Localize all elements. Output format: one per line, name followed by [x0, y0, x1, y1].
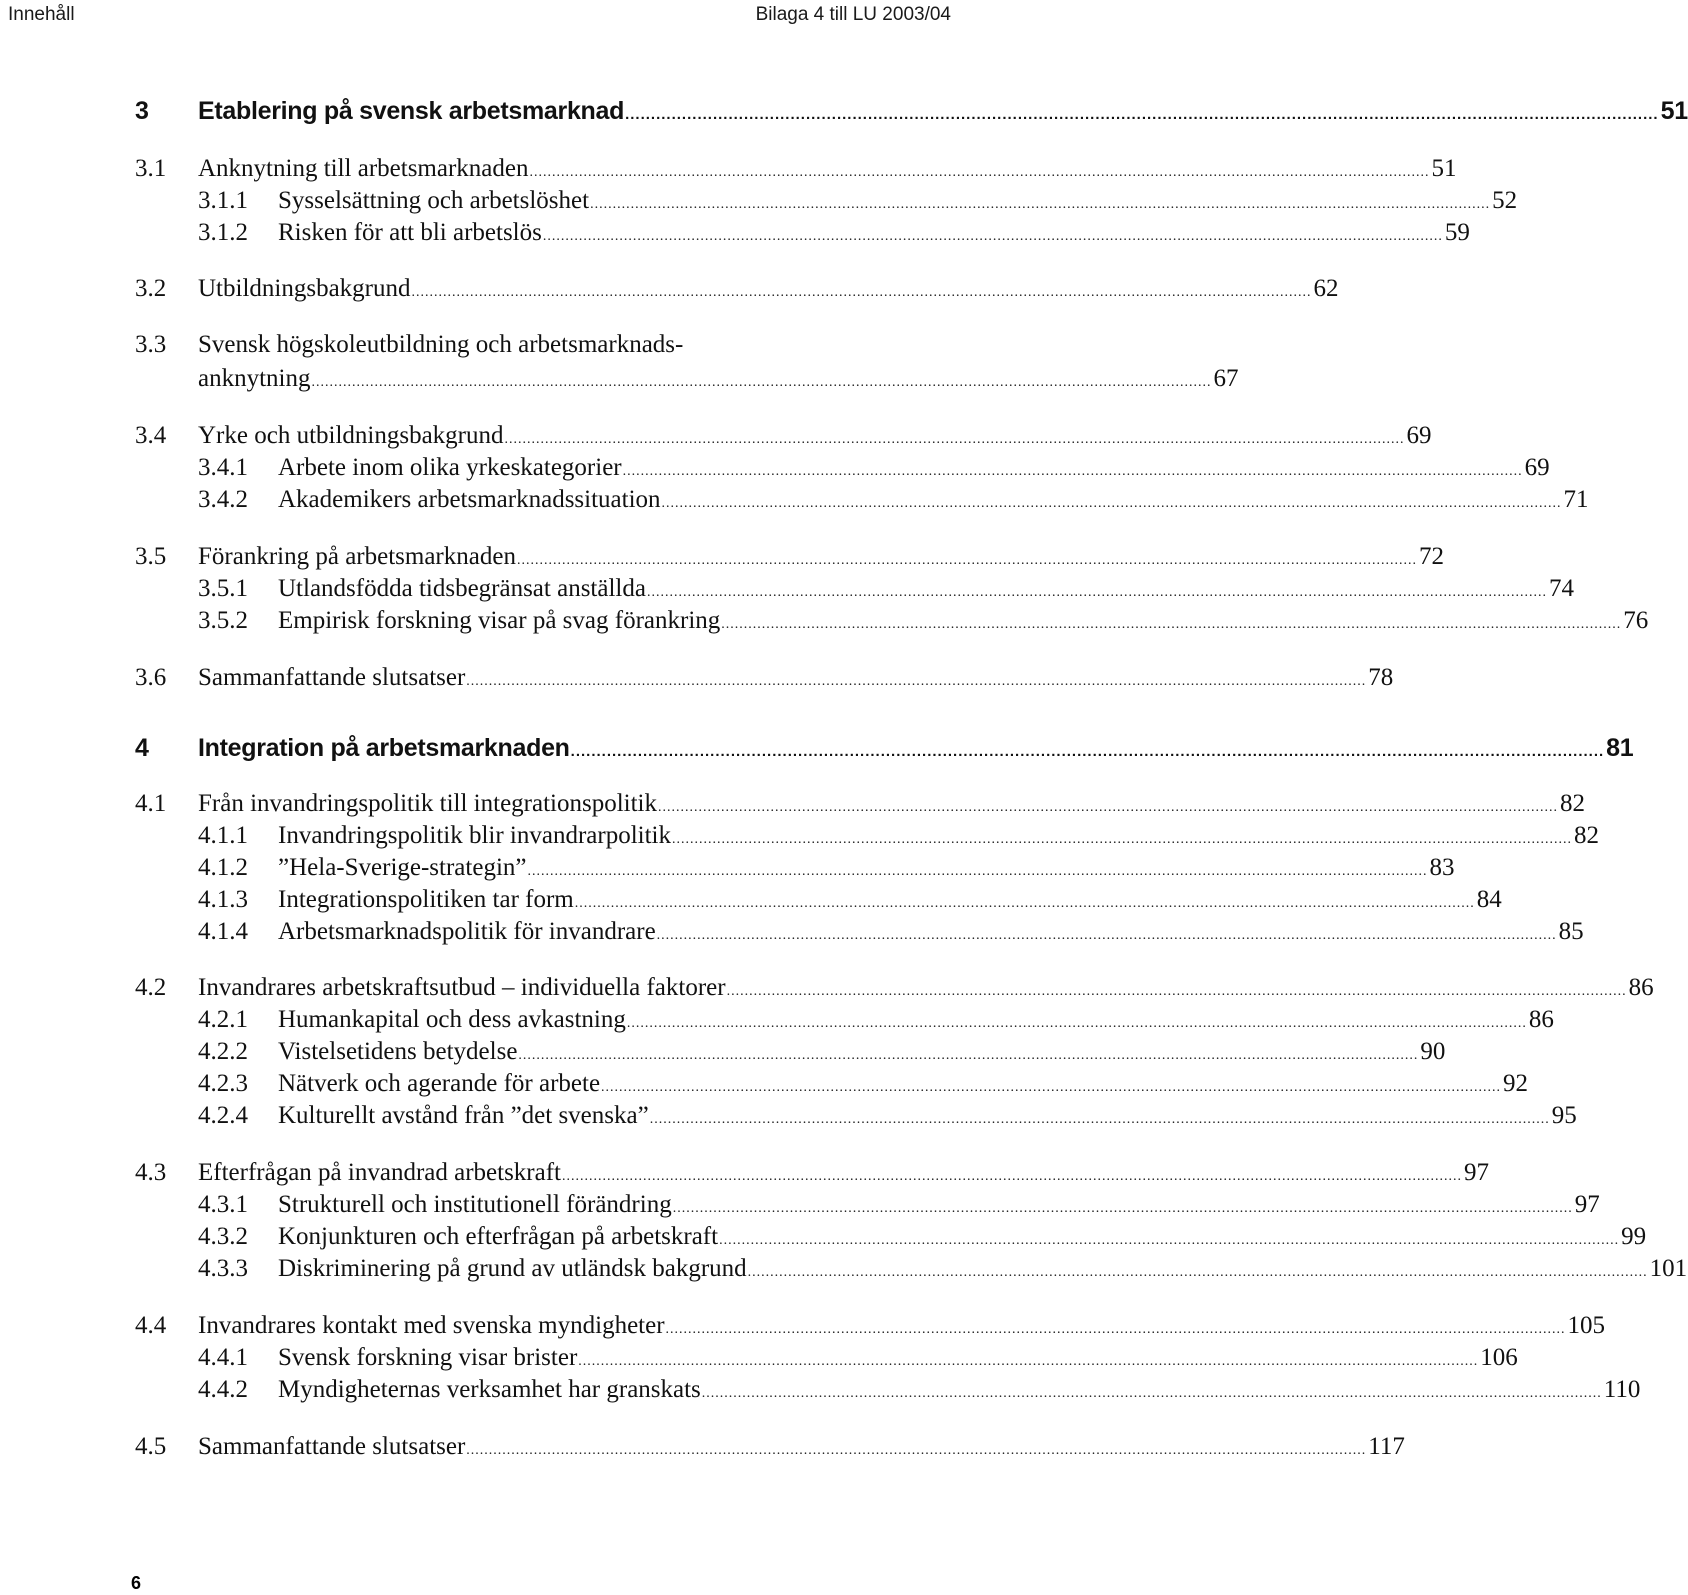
dot-leader	[466, 1443, 1366, 1459]
toc-page: 105	[1567, 1312, 1606, 1339]
dot-leader	[650, 1112, 1550, 1128]
toc-number: 4.1.4	[198, 918, 248, 945]
toc-section-3-2[interactable]	[135, 275, 1339, 307]
toc-page: 97	[1464, 1159, 1490, 1186]
toc-title: Empirisk forskning visar på svag förankring	[278, 607, 721, 634]
toc-page: 95	[1551, 1102, 1577, 1129]
toc-page: 72	[1418, 543, 1444, 570]
toc-title: Invandringspolitik blir invandrarpolitik	[278, 822, 671, 849]
toc-number: 3.1	[135, 155, 167, 182]
toc-section-4-2-1[interactable]	[135, 1006, 1554, 1038]
toc-title: Integrationspolitiken tar form	[278, 886, 574, 913]
dot-leader	[662, 496, 1562, 512]
toc-title: Anknytning till arbetsmarknaden	[198, 155, 529, 182]
toc-title: Sammanfattande slutsatser	[198, 664, 466, 691]
dot-leader	[719, 1233, 1619, 1249]
dot-leader	[517, 553, 1417, 569]
toc-page: 81	[1606, 734, 1634, 762]
toc-section-4-1-3[interactable]	[135, 886, 1502, 918]
toc-title: Utlandsfödda tidsbegränsat anställda	[278, 575, 646, 602]
toc-number: 4.1.3	[198, 886, 248, 913]
toc-section-3-5[interactable]	[135, 543, 1444, 575]
toc-page: 69	[1406, 422, 1432, 449]
dot-leader	[666, 1322, 1566, 1338]
toc-title: Kulturellt avstånd från ”det svenska”	[278, 1102, 649, 1129]
toc-section-4-1-2[interactable]	[135, 854, 1455, 886]
running-header-left: Innehåll	[8, 4, 75, 25]
toc-number: 3.1.2	[198, 219, 248, 246]
dot-leader	[673, 1201, 1573, 1217]
toc-page: 92	[1503, 1070, 1529, 1097]
dot-leader	[312, 375, 1212, 391]
toc-section-4-3[interactable]	[135, 1159, 1490, 1191]
dot-leader	[658, 800, 1558, 816]
toc-title: Svensk forskning visar brister	[278, 1344, 578, 1371]
toc-section-3-1[interactable]	[135, 155, 1457, 187]
toc-section-4-2-3[interactable]	[135, 1070, 1529, 1102]
toc-section-3-1-2[interactable]	[135, 219, 1470, 251]
dot-leader	[562, 1169, 1462, 1185]
toc-title: Invandrares kontakt med svenska myndigheter	[198, 1312, 665, 1339]
toc-number: 4.1.1	[198, 822, 248, 849]
toc-title: Förankring på arbetsmarknaden	[198, 543, 516, 570]
toc-title: Vistelsetidens betydelse	[278, 1038, 518, 1065]
toc-section-3-6[interactable]	[135, 664, 1394, 696]
toc-page: 110	[1603, 1376, 1641, 1403]
toc-number: 4.2.2	[198, 1038, 248, 1065]
toc-section-4-2-4[interactable]	[135, 1102, 1577, 1134]
dot-leader	[601, 1080, 1501, 1096]
toc-number: 3.3	[135, 331, 167, 358]
toc-number: 4.3.2	[198, 1223, 248, 1250]
toc-number: 3.5.2	[198, 607, 248, 634]
toc-page: 82	[1560, 790, 1585, 817]
toc-number: 4.2.1	[198, 1006, 248, 1033]
toc-title: Nätverk och agerande för arbete	[278, 1070, 601, 1097]
dot-leader	[672, 832, 1572, 848]
toc-number: 4.2.3	[198, 1070, 248, 1097]
toc-page: 101	[1649, 1255, 1688, 1282]
dot-leader	[721, 617, 1621, 633]
toc-number: 4.3.1	[198, 1191, 248, 1218]
toc-title: Risken för att bli arbetslös	[278, 219, 542, 246]
toc-page: 51	[1660, 97, 1688, 125]
dot-leader	[528, 864, 1428, 880]
toc-title: Etablering på svensk arbetsmarknad	[198, 97, 625, 125]
toc-section-3-4-1[interactable]	[135, 454, 1550, 486]
toc-section-4-3-1[interactable]	[135, 1191, 1600, 1223]
toc-chapter-3[interactable]	[135, 97, 1688, 129]
toc-title: Diskriminering på grund av utländsk bakgrund	[278, 1255, 747, 1282]
toc-number: 3.4.2	[198, 486, 248, 513]
toc-number: 3.4	[135, 422, 167, 449]
toc-page: 84	[1476, 886, 1502, 913]
toc-number: 4.2.4	[198, 1102, 248, 1129]
toc-page: 52	[1492, 187, 1518, 214]
toc-title: Invandrares arbetskraftsutbud – individuella faktorer	[198, 974, 726, 1001]
toc-title: Integration på arbetsmarknaden	[198, 734, 570, 762]
toc-page: 82	[1574, 822, 1599, 849]
toc-section-3-5-2[interactable]	[135, 607, 1649, 639]
toc-number: 3.2	[135, 275, 167, 302]
toc-title: Arbete inom olika yrkeskategorier	[278, 454, 622, 481]
dot-leader	[748, 1265, 1648, 1281]
toc-section-4-5[interactable]	[135, 1433, 1405, 1465]
toc-section-3-4-2[interactable]	[135, 486, 1589, 518]
toc-title: Utbildningsbakgrund	[198, 275, 411, 302]
toc-section-4-3-3[interactable]	[135, 1255, 1688, 1287]
toc-number: 4	[135, 734, 149, 762]
toc-section-4-1-1[interactable]	[135, 822, 1599, 854]
toc-title: Akademikers arbetsmarknadssituation	[278, 486, 661, 513]
toc-number: 4.3	[135, 1159, 167, 1186]
toc-page: 69	[1524, 454, 1550, 481]
toc-number: 3.4.1	[198, 454, 248, 481]
dot-leader	[571, 743, 1605, 760]
toc-page: 74	[1548, 575, 1574, 602]
toc-section-4-4[interactable]	[135, 1312, 1606, 1344]
toc-number: 4.4.2	[198, 1376, 248, 1403]
toc-number: 4.5	[135, 1433, 167, 1460]
toc-section-4-1-4[interactable]	[135, 918, 1584, 950]
dot-leader	[625, 106, 1659, 123]
toc-page: 78	[1368, 664, 1394, 691]
toc-page: 62	[1313, 275, 1339, 302]
toc-title: Från invandringspolitik till integrationspolitik	[198, 790, 657, 817]
toc-number: 4.2	[135, 974, 167, 1001]
toc-title: ”Hela-Sverige-strategin”	[278, 854, 527, 881]
toc-title: Sysselsättning och arbetslöshet	[278, 187, 590, 214]
running-header-right: Bilaga 4 till LU 2003/04	[755, 4, 951, 25]
toc-number: 4.4.1	[198, 1344, 248, 1371]
toc-page: 97	[1574, 1191, 1600, 1218]
toc-page: 51	[1431, 155, 1457, 182]
toc-number: 4.4	[135, 1312, 167, 1339]
toc-page: 83	[1429, 854, 1455, 881]
toc-page: 76	[1623, 607, 1649, 634]
toc-title-continued: anknytning	[198, 365, 311, 392]
toc-section-4-2-2[interactable]	[135, 1038, 1446, 1070]
toc-number: 4.3.3	[198, 1255, 248, 1282]
dot-leader	[623, 464, 1523, 480]
toc-section-4-2[interactable]	[135, 974, 1654, 1006]
toc-title: Myndigheternas verksamhet har granskats	[278, 1376, 701, 1403]
dot-leader	[702, 1386, 1602, 1402]
dot-leader	[578, 1354, 1478, 1370]
dot-leader	[518, 1048, 1418, 1064]
toc-title: Arbetsmarknadspolitik för invandrare	[278, 918, 656, 945]
toc-number: 3.5	[135, 543, 167, 570]
dot-leader	[590, 197, 1490, 213]
toc-page: 90	[1420, 1038, 1446, 1065]
toc-page: 71	[1563, 486, 1589, 513]
dot-leader	[647, 585, 1547, 601]
toc-section-4-4-2[interactable]	[135, 1376, 1641, 1408]
toc-section-3-4[interactable]	[135, 422, 1432, 454]
toc-page: 106	[1480, 1344, 1518, 1371]
page-number: 6	[131, 1573, 142, 1593]
toc-page: 67	[1213, 365, 1239, 392]
toc-title: Efterfrågan på invandrad arbetskraft	[198, 1159, 562, 1186]
toc-section-3-1-1[interactable]	[135, 187, 1518, 219]
dot-leader	[412, 285, 1312, 301]
toc-number: 3.6	[135, 664, 167, 691]
toc-title: Konjunkturen och efterfrågan på arbetskraft	[278, 1223, 719, 1250]
toc-page: 117	[1368, 1433, 1405, 1460]
toc-section-4-3-2[interactable]	[135, 1223, 1647, 1255]
toc-page: 59	[1444, 219, 1470, 246]
toc-number: 4.1	[135, 790, 167, 817]
toc-page: 86	[1528, 1006, 1554, 1033]
toc-section-4-4-1[interactable]	[135, 1344, 1518, 1376]
toc-page: 85	[1558, 918, 1584, 945]
dot-leader	[657, 928, 1557, 944]
toc-number: 3.5.1	[198, 575, 248, 602]
toc-number: 3.1.1	[198, 187, 248, 214]
dot-leader	[543, 229, 1443, 245]
toc-page: 99	[1621, 1223, 1647, 1250]
toc-title: Sammanfattande slutsatser	[198, 1433, 466, 1460]
dot-leader	[466, 674, 1366, 690]
toc-section-3-3[interactable]	[135, 331, 942, 363]
toc-number: 4.1.2	[198, 854, 248, 881]
toc-title: Strukturell och institutionell förändring	[278, 1191, 672, 1218]
toc-number: 3	[135, 97, 149, 125]
toc-title: Svensk högskoleutbildning och arbetsmarknads-	[198, 331, 684, 358]
toc-section-4-1[interactable]	[135, 790, 1585, 822]
dot-leader	[505, 432, 1405, 448]
toc-section-3-3-continued[interactable]	[135, 365, 1239, 397]
toc-title: Yrke och utbildningsbakgrund	[198, 422, 504, 449]
dot-leader	[727, 984, 1627, 1000]
toc-page: 86	[1628, 974, 1654, 1001]
dot-leader	[627, 1016, 1527, 1032]
toc-chapter-4[interactable]	[135, 734, 1634, 766]
dot-leader	[529, 165, 1429, 181]
toc-section-3-5-1[interactable]	[135, 575, 1574, 607]
dot-leader	[575, 896, 1475, 912]
toc-title: Humankapital och dess avkastning	[278, 1006, 626, 1033]
